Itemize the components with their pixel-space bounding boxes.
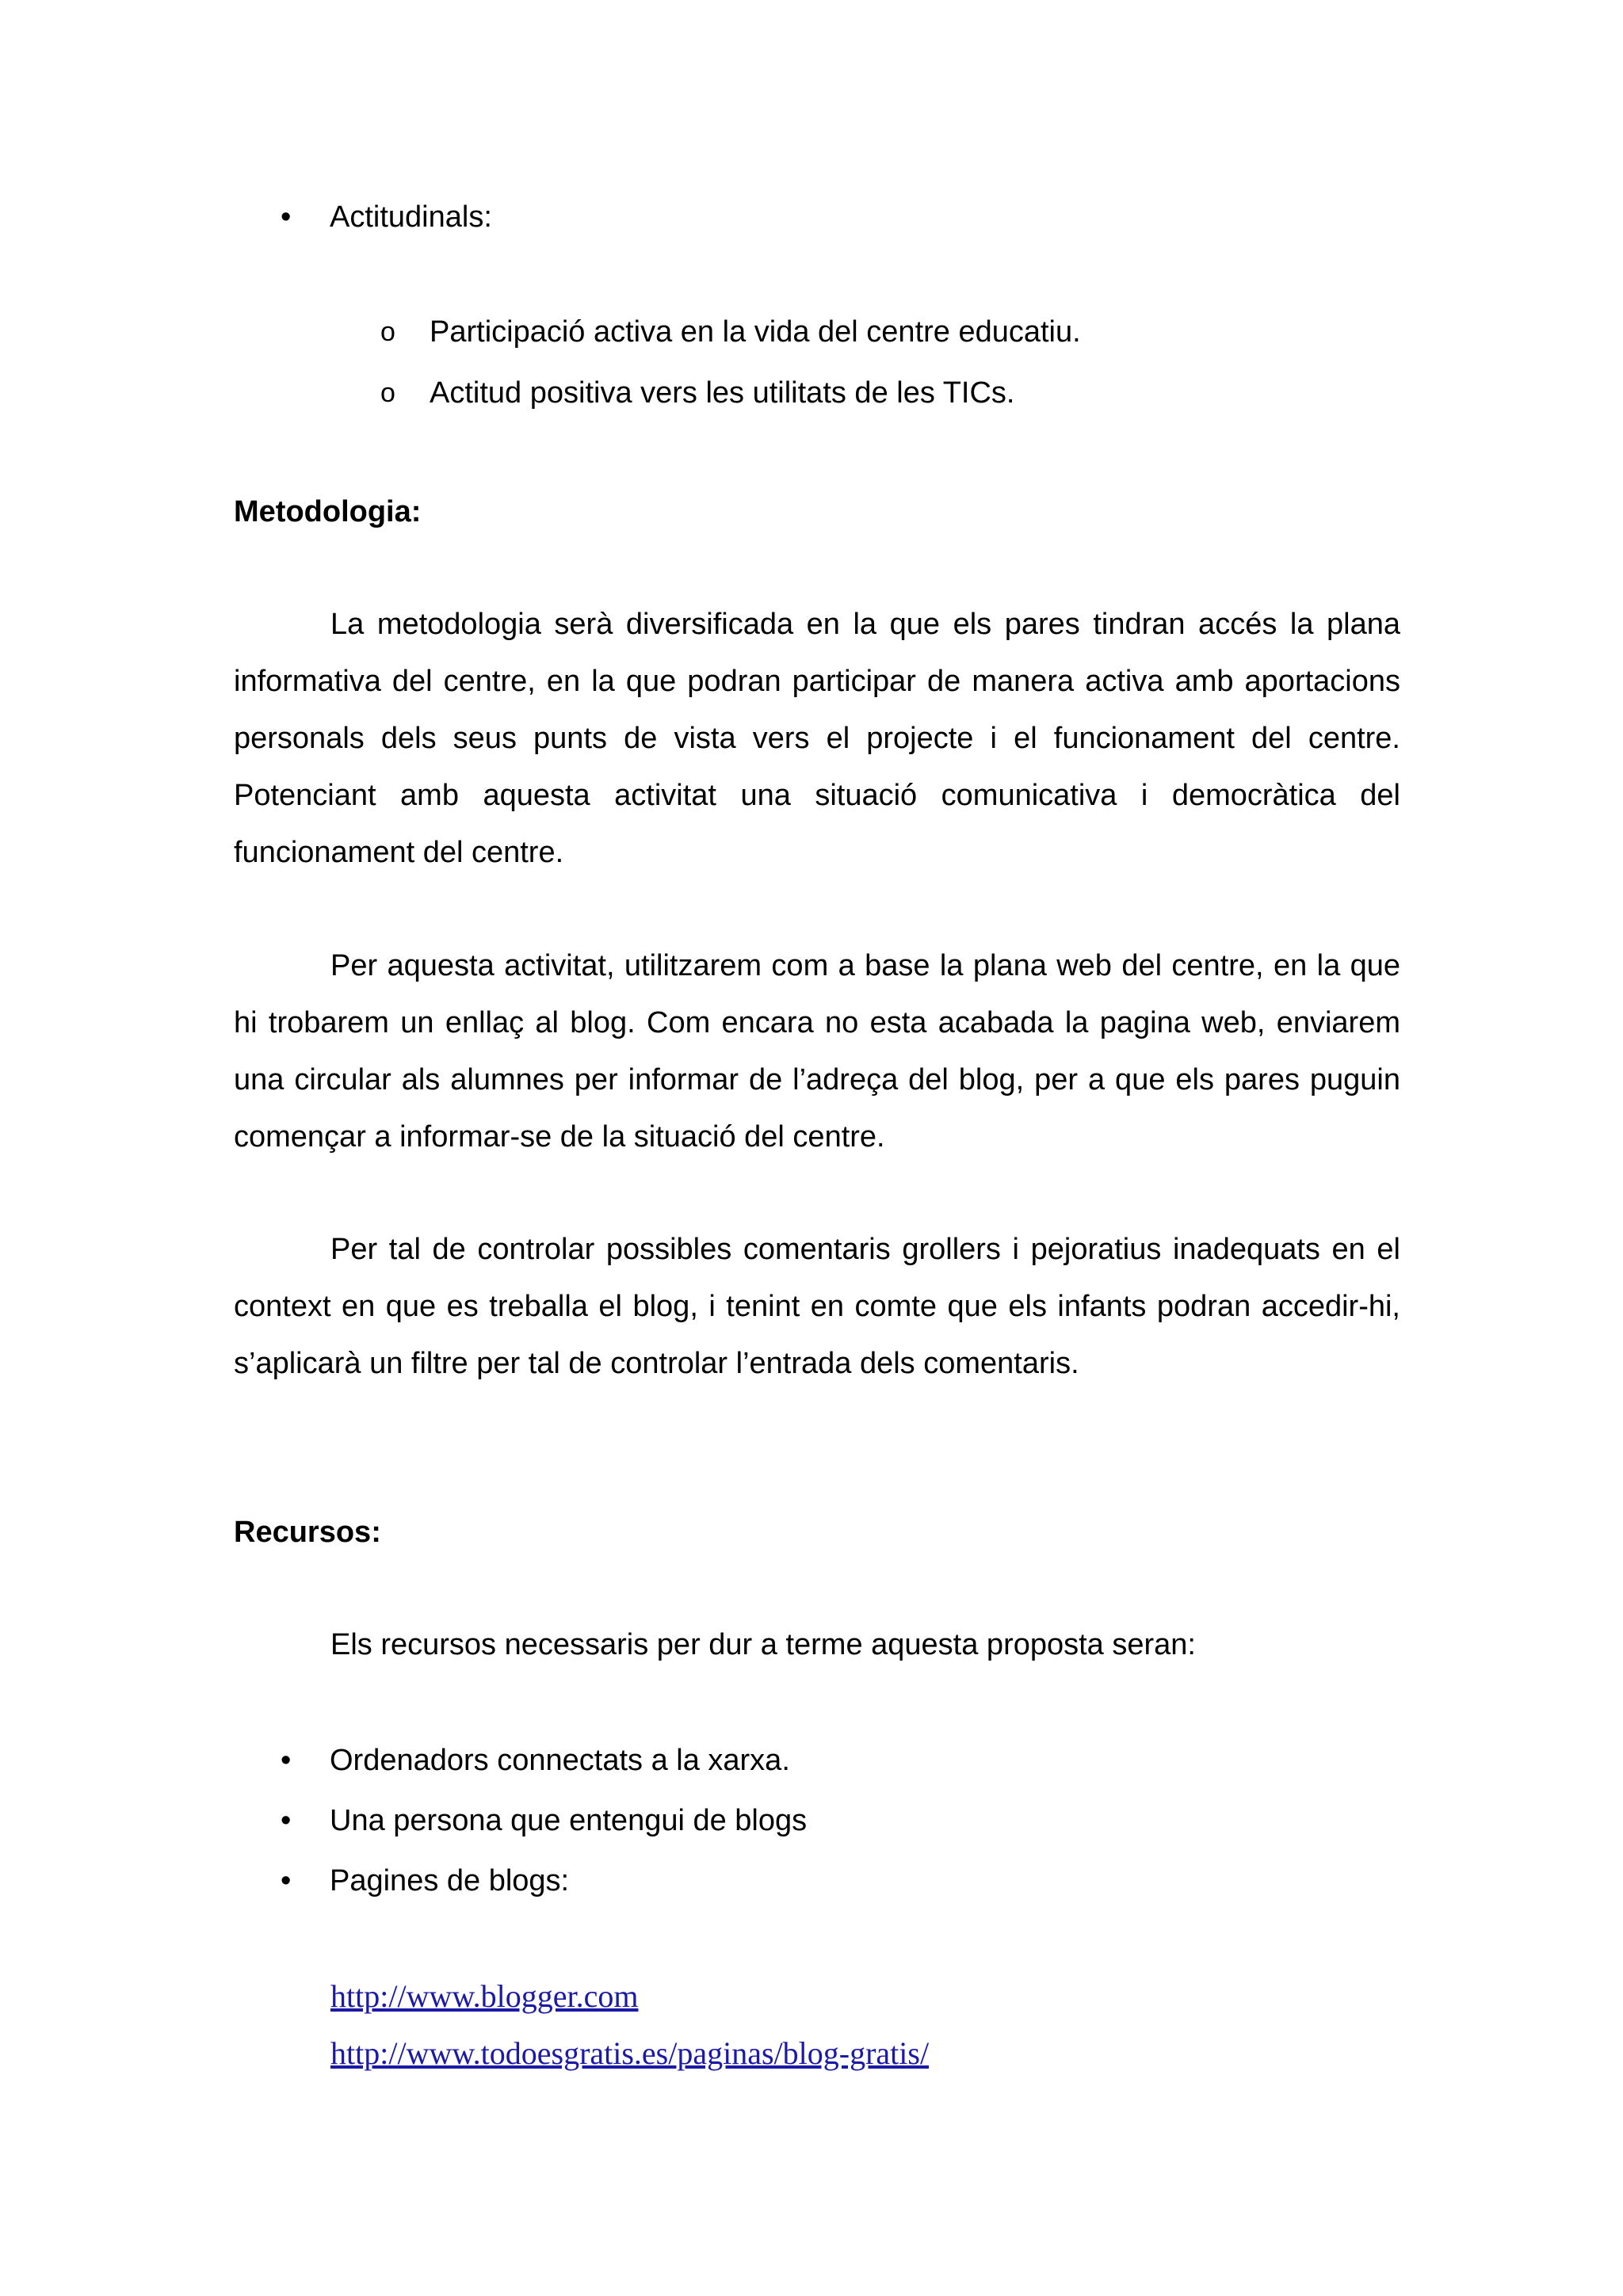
sub-bullet-label: Actitud positiva vers les utilitats de les TICs. (430, 376, 1015, 410)
bullet-icon: • (281, 1744, 292, 1777)
bullet-label: Actitudinals: (330, 200, 492, 234)
link-blogger[interactable]: http://www.blogger.com (330, 1978, 639, 2014)
circle-bullet-icon: o (380, 317, 395, 347)
bullet-label: Ordenadors connectats a la xarxa. (330, 1744, 790, 1777)
bullet-label: Una persona que entengui de blogs (330, 1804, 808, 1837)
bullet-icon: • (281, 1804, 292, 1837)
sub-bullet-item (380, 364, 1014, 421)
bullet-label: Pagines de blogs: (330, 1864, 570, 1897)
paragraph: Per aquesta activitat, utilitzarem com a base la plana web del centre, en la que hi trobarem un enllaç al blog. Com encara no esta acabada la pagina web, enviarem una circular als alumnes per informar de l’adreça del blog, per a que els pares puguin començar a informar-se de la situació del centre. (234, 949, 1400, 1154)
bullet-icon: • (281, 1864, 292, 1897)
sub-bullet-label: Participació activa en la vida del centre educatiu. (430, 315, 1081, 349)
paragraph: Per tal de controlar possibles comentaris grollers i pejoratius inadequats en el context en que es treballa el blog, i tenint en comte que els infants podran accedir-hi, s’aplicarà un filtre per tal de controlar l’entrada dels comentaris. (234, 1233, 1400, 1380)
bullet-item (281, 1852, 569, 1909)
link-todoesgratis[interactable]: http://www.todoesgratis.es/paginas/blog-gratis/ (330, 2035, 930, 2071)
section-heading-resources: Recursos: (234, 1516, 381, 1549)
paragraph: La metodologia serà diversificada en la que els pares tindran accés la plana informativa del centre, en la que podran participar de manera activa amb aportacions personals dels seus punts de vista vers el projecte i el funcionament del centre. Potenciant amb aquesta activitat una situació comunicativa i democràtica del funcionament del centre. (234, 608, 1400, 869)
sub-bullet-item (380, 303, 1081, 360)
bullet-item (281, 1732, 790, 1789)
section-heading-methodology: Metodologia: (234, 495, 422, 528)
bullet-item-attitudinals (281, 189, 492, 246)
bullet-item (281, 1792, 807, 1849)
bullet-icon: • (281, 200, 292, 234)
resources-intro: Els recursos necessaris per dur a terme aquesta proposta seran: (330, 1628, 1196, 1661)
circle-bullet-icon: o (380, 378, 395, 408)
